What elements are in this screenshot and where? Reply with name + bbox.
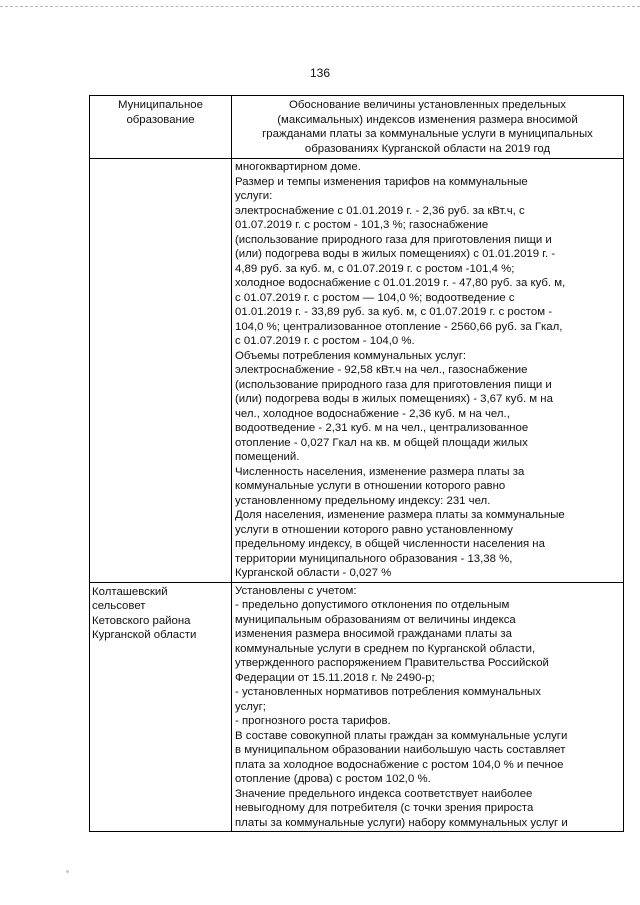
- text-line: (или) подогрева воды в жилых помещениях) - 3,67 куб. м на: [235, 393, 553, 405]
- text-line: 01.01.2019 г. - 33,89 руб. за куб. м, с 01.07.2019 г. с ростом -: [235, 306, 553, 318]
- text-line: предельному индексу, в общей численности населения на: [235, 538, 545, 550]
- text-line: электроснабжение - 92,58 кВт.ч на чел., газоснабжение: [235, 364, 528, 376]
- text-line: Курганской области: [92, 629, 197, 641]
- table-row: [90, 159, 624, 583]
- text-line: Доля населения, изменение размера платы за коммунальные: [235, 509, 565, 521]
- text-line: с 01.07.2019 г. с ростом — 104,0 %; водоотведение с: [235, 291, 515, 304]
- text-line: в муниципальном образовании наибольшую часть составляет: [235, 744, 566, 756]
- text-line: 01.07.2019 г. с ростом - 101,3 %; газоснабжение: [235, 219, 489, 231]
- text-line: Муниципальное: [118, 99, 203, 111]
- text-line: образование: [126, 113, 195, 126]
- text-line: В составе совокупной платы граждан за коммунальные услуги: [235, 729, 568, 742]
- text-line: коммунальные услуги в отношении которого равно: [235, 480, 506, 492]
- text-line: - предельно допустимого отклонения по отдельным: [235, 599, 510, 611]
- text-line: Установлены с учетом:: [235, 584, 357, 597]
- text-line: услуги в отношении которого равно установленному: [235, 523, 513, 536]
- text-line: водоотведение - 2,31 куб. м на чел., централизованное: [235, 422, 529, 434]
- justification-cell: [232, 159, 624, 583]
- text-line: сельсовет: [92, 600, 146, 612]
- text-line: гражданами платы за коммунальные услуги в муниципальных: [262, 128, 593, 140]
- text-line: (максимальных) индексов изменения размера вносимой: [277, 113, 578, 126]
- text-line: 104,0 %; централизованное отопление - 2560,66 руб. за Гкал,: [235, 320, 563, 333]
- municipality-name: [92, 585, 229, 643]
- text-line: 4,89 руб. за куб. м, с 01.07.2019 г. с ростом -101,4 %;: [235, 262, 515, 275]
- text-line: с 01.07.2019 г. с ростом - 104,0 %.: [235, 335, 415, 347]
- text-line: отопление - 0,027 Гкал на кв. м общей площади жилых: [235, 436, 528, 449]
- municipality-cell: [90, 159, 232, 583]
- text-line: - прогнозного роста тарифов.: [235, 715, 391, 727]
- text-line: установленному предельному индексу: 231 чел.: [235, 494, 491, 507]
- justification-text: [232, 160, 623, 581]
- page-number: 136: [309, 66, 331, 80]
- text-line: - установленных нормативов потребления коммунальных: [235, 686, 541, 698]
- header-justification-text: [235, 98, 620, 156]
- text-line: (использование природного газа для приготовления пищи и: [235, 378, 552, 391]
- text-line: многоквартирном доме.: [235, 161, 361, 173]
- text-line: утвержденного распоряжением Правительства Российской: [235, 657, 549, 669]
- tariff-table: [89, 95, 624, 832]
- text-line: отопление (дрова) с ростом 102,0 %.: [235, 773, 431, 785]
- text-line: электроснабжение с 01.01.2019 г. - 2,36 руб. за кВт.ч, с: [235, 204, 525, 217]
- text-line: Объемы потребления коммунальных услуг:: [235, 349, 467, 362]
- text-line: Размер и темпы изменения тарифов на коммунальные: [235, 175, 528, 188]
- table-header-row: [90, 96, 624, 159]
- text-line: услуги:: [235, 190, 273, 202]
- text-line: Численность населения, изменение размера платы за: [235, 465, 525, 478]
- text-line: Федерации от 15.11.2018 г. № 2490-р;: [235, 671, 435, 684]
- text-line: холодное водоснабжение с 01.01.2019 г. - 47,80 руб. за куб. м,: [235, 277, 566, 289]
- scan-speck: [66, 870, 69, 873]
- justification-cell: [232, 582, 624, 832]
- text-line: Обоснование величины установленных предельных: [289, 99, 566, 111]
- text-line: муниципальным образованиям от величины индекса: [235, 613, 516, 626]
- text-line: плата за холодное водоснабжение с ростом 104,0 % и печное: [235, 758, 564, 771]
- text-line: изменения размера вносимой гражданами платы за: [235, 628, 512, 640]
- text-line: помещений.: [235, 451, 300, 463]
- header-justification: [232, 96, 624, 159]
- text-line: Колташевский: [92, 585, 168, 598]
- text-line: Кетовского района: [92, 614, 191, 627]
- justification-text: [232, 584, 623, 831]
- text-line: территории муниципального образования - 13,38 %,: [235, 552, 513, 565]
- table-row: [90, 582, 624, 832]
- text-line: платы за коммунальные услуги) набору коммунальных услуг и: [235, 816, 568, 829]
- text-line: образованиях Курганской области на 2019 год: [304, 142, 551, 155]
- text-line: Значение предельного индекса соответствует наиболее: [235, 787, 533, 800]
- text-line: (использование природного газа для приготовления пищи и: [235, 233, 552, 246]
- text-line: услуг;: [235, 700, 266, 713]
- header-municipality-text: [94, 98, 227, 127]
- scan-edge-line: [0, 6, 640, 8]
- text-line: коммунальные услуги в среднем по Курганской области,: [235, 642, 536, 655]
- text-line: невыгодному для потребителя (с точки зрения прироста: [235, 802, 534, 814]
- municipality-cell: [90, 582, 232, 832]
- text-line: Курганской области - 0,027 %: [235, 567, 392, 579]
- text-line: (или) подогрева воды в жилых помещениях) с 01.01.2019 г. -: [235, 248, 556, 260]
- text-line: чел., холодное водоснабжение - 2,36 куб. м на чел.,: [235, 407, 510, 420]
- header-municipality: [90, 96, 232, 159]
